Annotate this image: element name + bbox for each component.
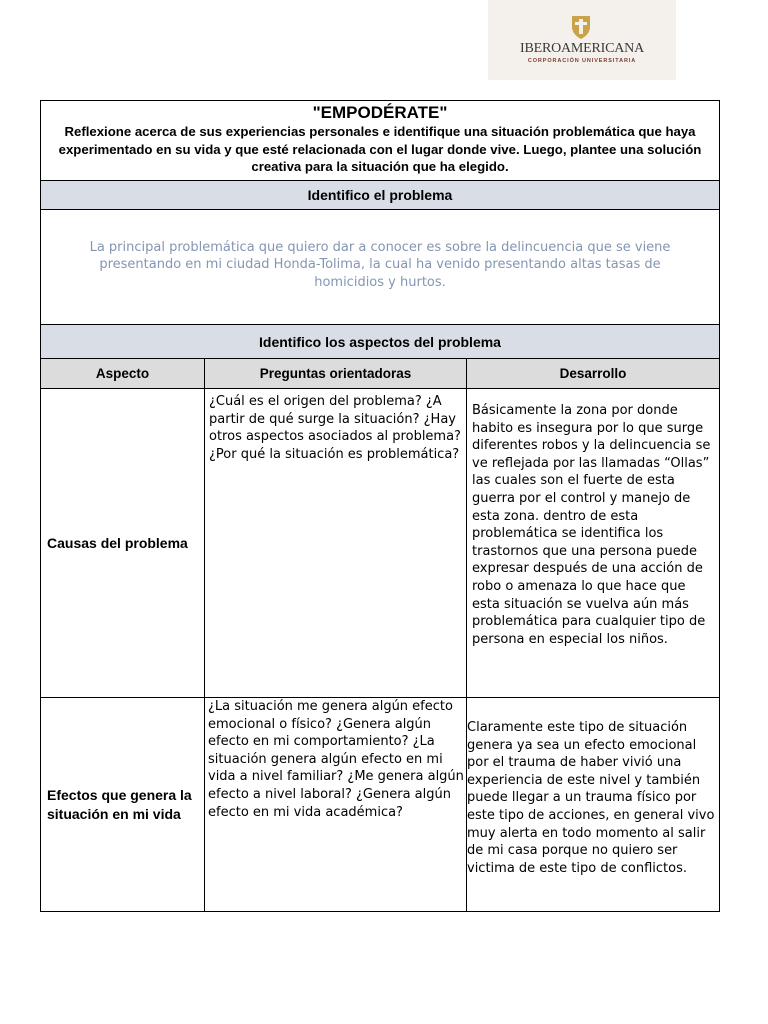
aspect-label: Causas del problema	[41, 389, 205, 698]
development-text: Claramente este tipo de situación genera ya sea un efecto emocional por el trauma de haber vivió una experiencia de este nivel y también puede llegar a un trauma físico por este tipo de acciones, en general vivo muy alerta en todo momento al salir de mi casa porque no quiero ser victima de este tipo de conflictos.	[467, 698, 720, 912]
guiding-questions: ¿La situación me genera algún efecto emocional o físico? ¿Genera algún efecto en mi comportamiento? ¿La situación genera algún efecto en mi vida a nivel familiar? ¿Me genera algún efecto a nivel laboral? ¿Genera algún efecto en mi vida académica?	[205, 698, 467, 912]
header-cell	[41, 101, 720, 181]
worksheet-table	[40, 100, 720, 912]
aspects-heading: Identifico los aspectos del problema	[41, 325, 720, 359]
table-row	[41, 389, 720, 698]
logo-subtitle: CORPORACIÓN UNIVERSITARIA	[527, 58, 637, 64]
column-header-aspecto: Aspecto	[41, 359, 205, 389]
logo-name: IBEROAMERICANA	[520, 41, 644, 56]
problem-cell	[41, 210, 720, 325]
development-text: Básicamente la zona por donde habito es insegura por lo que surge diferentes robos y la delincuencia se ve reflejada por las llamadas “Ollas” las cuales son el fuerte de esta guerra por el control y manejo de esta zona. dentro de esta problemática se identifica los trastornos que una persona puede expresar después de una acción de robo o amenaza lo que hace que esta situación se vuelva aún más problemática para cualquier tipo de persona en especial los niños.	[467, 389, 720, 698]
aspect-label: Efectos que genera la situación en mi vida	[41, 698, 205, 912]
table-row	[41, 698, 720, 912]
column-header-preguntas: Preguntas orientadoras	[205, 359, 467, 389]
page-title: "EMPODÉRATE"	[312, 103, 448, 122]
problem-text: La principal problemática que quiero dar a conocer es sobre la delincuencia que se viene presentando en mi ciudad Honda-Tolima, la cual ha venido presentando altas tasas de homicidios y hurtos.	[89, 239, 671, 290]
shield-icon	[570, 14, 592, 40]
university-logo	[488, 0, 676, 80]
guiding-questions: ¿Cuál es el origen del problema? ¿A partir de qué surge la situación? ¿Hay otros aspectos asociados al problema? ¿Por qué la situación es problemática?	[205, 389, 467, 698]
instructions: Reflexione acerca de sus experiencias personales e identifique una situación problemática que haya experimentado en su vida y que esté relacionada con el lugar donde vive. Luego, plantee una solución creativa para la situación que ha elegido.	[58, 124, 702, 174]
column-header-desarrollo: Desarrollo	[467, 359, 720, 389]
problem-heading: Identifico el problema	[41, 181, 720, 210]
